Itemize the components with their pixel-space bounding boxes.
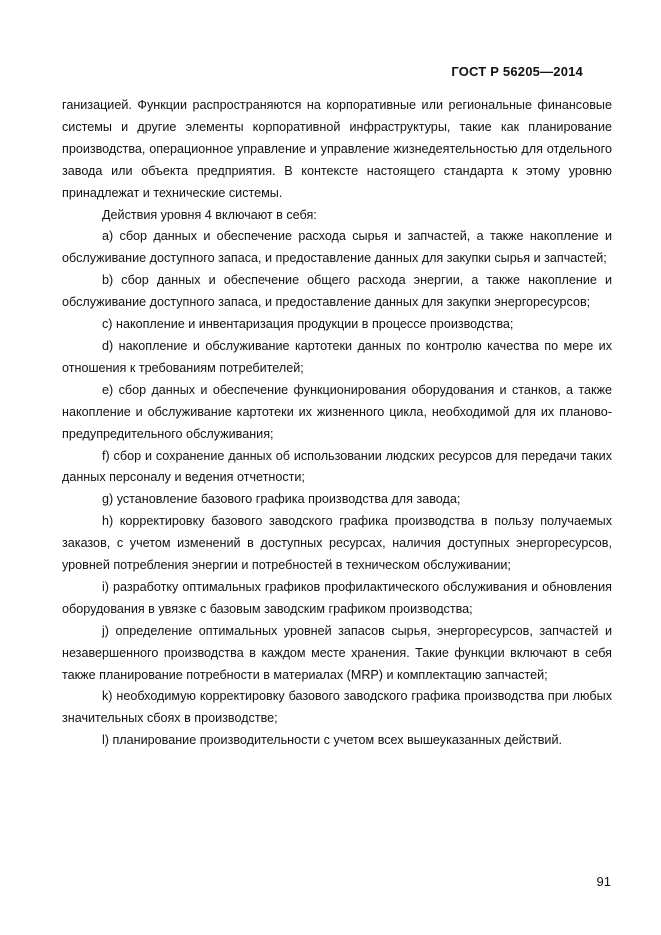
page-number: 91 [596, 874, 611, 889]
list-item-c: c) накопление и инвентаризация продукции в процессе производства; [102, 317, 514, 332]
list-item-d: d) накопление и обслуживание картотеки данных по контролю качества по мере их отношения к требованиям потребителей; [62, 338, 612, 375]
list-item-b: b) сбор данных и обеспечение общего расхода энергии, а также накопление и обслуживание доступного запаса, и предоставление данных для закупки энергоресурсов; [62, 273, 612, 310]
document-code-header: ГОСТ Р 56205—2014 [451, 64, 583, 79]
list-item-k: k) необходимую корректировку базового заводского графика производства при любых значительных сбоях в производстве; [62, 689, 612, 726]
list-item-f: f) сбор и сохранение данных об использовании людских ресурсов для передачи таких данных персоналу и ведения отчетности; [62, 448, 612, 485]
paragraph-continuation: ганизацией. Функции распространяются на корпоративные или региональные финансовые системы и другие элементы корпоративной инфраструктуры, такие как планирование производства, операционное управление и управление жизнедеятельностью для отдельного завода или объекта предприятия. В контексте настоящего стандарта к этому уровню принадлежат и технические системы. [62, 98, 612, 200]
list-item-g: g) установление базового графика производства для завода; [102, 492, 461, 507]
list-item-j: j) определение оптимальных уровней запасов сырья, энергоресурсов, запчастей и незавершенного производства в каждом месте хранения. Такие функции включают в себя также планирование потребности в материалах (MRP) и комплектацию запчастей; [62, 623, 612, 682]
list-item-e: e) сбор данных и обеспечение функционирования оборудования и станков, а также накопление и обслуживание картотеки их жизненного цикла, необходимой для их планово-предупредительного обслуживания; [62, 382, 612, 441]
list-item-h: h) корректировку базового заводского графика производства в пользу получаемых заказов, с учетом изменений в доступных ресурсах, наличия доступных энергоресурсов, уровней потребления энергии и потребностей в техническом обслуживании; [62, 514, 612, 573]
list-item-i: i) разработку оптимальных графиков профилактического обслуживания и обновления оборудования в увязке с базовым заводским графиком производства; [62, 579, 612, 616]
paragraph-level4-intro: Действия уровня 4 включают в себя: [102, 207, 317, 222]
list-item-a: a) сбор данных и обеспечение расхода сырья и запчастей, а также накопление и обслуживание доступного запаса, и предоставление данных для закупки сырья и запчастей; [62, 229, 612, 266]
list-item-l: l) планирование производительности с учетом всех вышеуказанных действий. [102, 733, 562, 748]
document-body [62, 95, 612, 752]
